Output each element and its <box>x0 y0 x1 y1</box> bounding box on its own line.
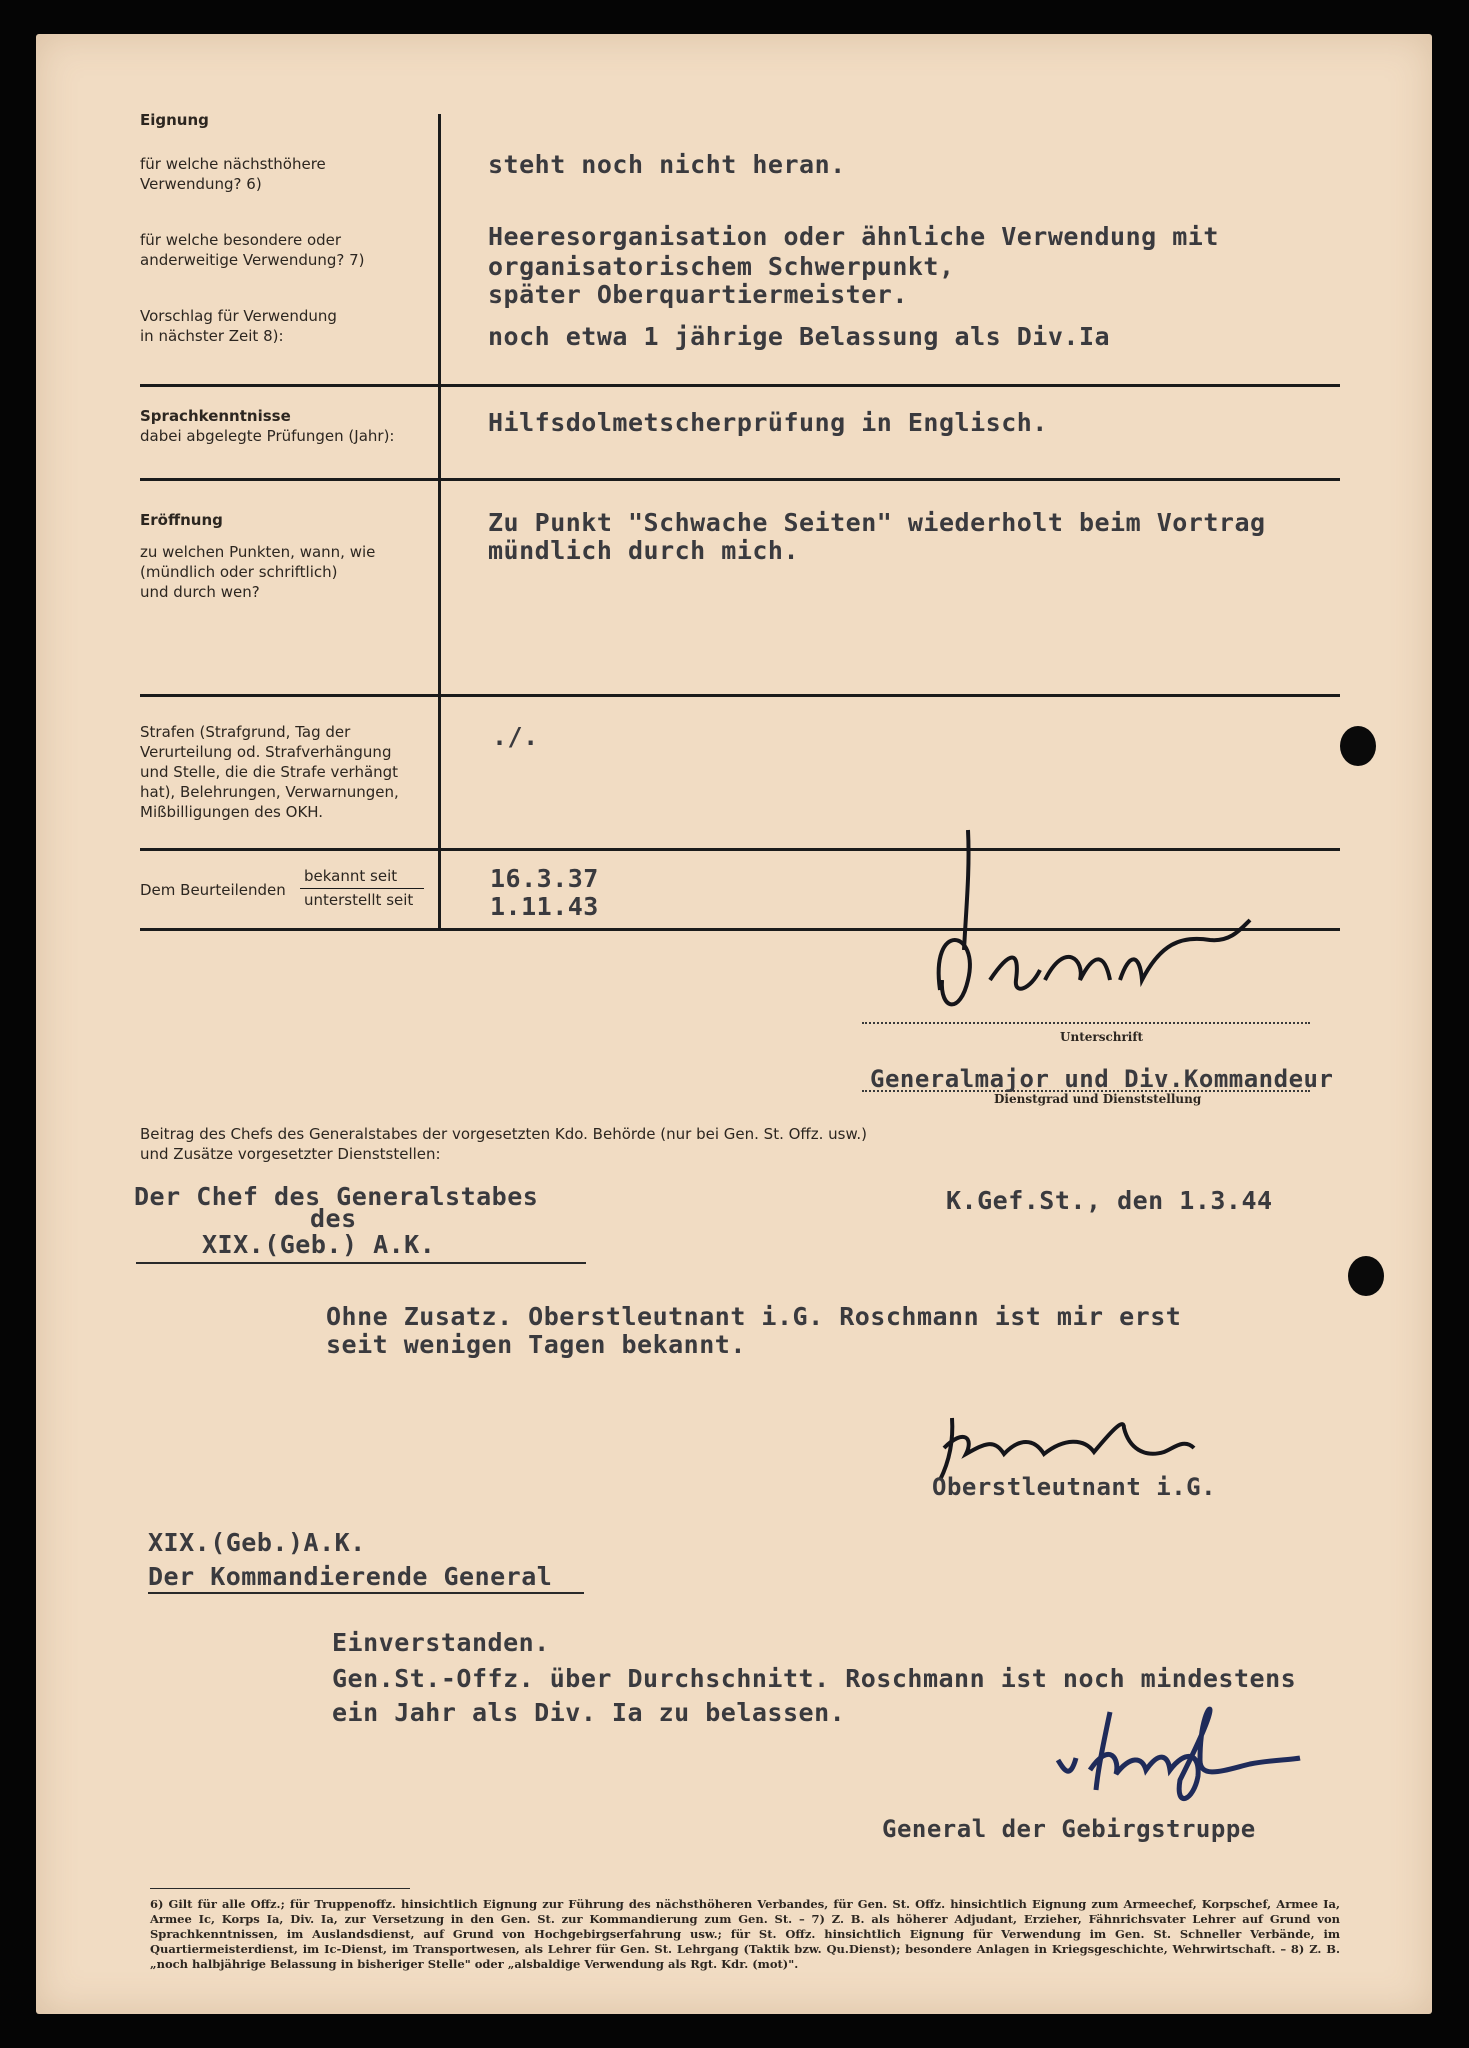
general-rank: General der Gebirgstruppe <box>882 1815 1256 1843</box>
row-divider-1 <box>140 384 1340 387</box>
eignung-q3-label: Vorschlag für Verwendung in nächster Zeit 8): <box>140 307 337 345</box>
row-divider-2 <box>140 478 1340 481</box>
chef-text-line1: Ohne Zusatz. Oberstleutnant i.G. Roschmann ist mir erst <box>326 1302 1182 1331</box>
chef-line1: Der Chef des Generalstabes <box>134 1182 539 1211</box>
eroeff-label: Eröffnung zu welchen Punkten, wann, wie (mündlich oder schriftlich) und durch wen? <box>140 511 376 601</box>
chef-line3: XIX.(Geb.) A.K. <box>202 1230 436 1259</box>
column-divider <box>438 114 441 928</box>
bekannt-divider <box>300 888 424 889</box>
strafen-label: Strafen (Strafgrund, Tag der Verurteilung od. Strafverhängung und Stelle, die die Strafe verhängt hat), Belehrungen, Verwarnungen, Mißbilligungen des OKH. <box>140 723 399 821</box>
punch-hole-upper <box>1340 726 1376 766</box>
chef-underline <box>136 1262 586 1264</box>
general-underline <box>148 1592 584 1594</box>
footnote-rule <box>150 1888 410 1889</box>
answer-q1: steht noch nicht heran. <box>488 150 846 179</box>
chef-place-date: K.Gef.St., den 1.3.44 <box>946 1186 1273 1215</box>
rank-line-1: Generalmajor und Div.Kommandeur <box>870 1065 1334 1093</box>
chef-text-line2: seit wenigen Tagen bekannt. <box>326 1330 746 1359</box>
eignung-q1-label: für welche nächsthöhere Verwendung? 6) <box>140 155 326 193</box>
commander-signature <box>920 830 1340 1040</box>
punch-hole-lower <box>1348 1256 1384 1296</box>
beitrag-line1: Beitrag des Chefs des Generalstabes der vorgesetzten Kdo. Behörde (nur bei Gen. St. Offz. usw.) <box>140 1125 868 1143</box>
unterschrift-label: Unterschrift <box>1060 1030 1144 1044</box>
dem-beurteilenden-label: Dem Beurteilenden <box>140 881 286 899</box>
chef-line2: des <box>310 1204 357 1233</box>
general-text-line2: Gen.St.-Offz. über Durchschnitt. Roschmann ist noch mindestens <box>332 1664 1297 1693</box>
answer-eroeff-line1: Zu Punkt "Schwache Seiten" wiederholt beim Vortrag <box>488 508 1266 537</box>
signature-line <box>862 1022 1310 1024</box>
chef-rank: Oberstleutnant i.G. <box>932 1473 1217 1501</box>
eignung-title: Eignung <box>140 111 209 129</box>
sprach-label: Sprachkenntnisse dabei abgelegte Prüfungen (Jahr): <box>140 407 395 445</box>
answer-sprach: Hilfsdolmetscherprüfung in Englisch. <box>488 408 1048 437</box>
unterstellt-seit-label: unterstellt seit <box>304 891 414 909</box>
eignung-q2-label: für welche besondere oder anderweitige Verwendung? 7) <box>140 231 365 269</box>
answer-eroeff-line2: mündlich durch mich. <box>488 536 800 565</box>
footnote-text: 6) Gilt für alle Offz.; für Truppenoffz. hinsichtlich Eignung zur Führung des nächsthöheren Verbandes, für Gen. St. Offz. hinsichtlich Eignung zum Armeechef, Korpschef, Armee Ia, Armee Ic, Korps Ia, Div. Ia, zur Versetzung in den Gen. St. zur Kommandierung zum Gen. St. – 7) Z. B. als höherer Adjudant, Erzieher, Fähnrichsvater Lehrer auf Grund von Sprachkenntnissen, im Auslandsdienst, auf Grund von Hochgebirgserfahrung usw.; für St. Offz. hinsichtlich Eignung für Verwendung im Gen. St. Schneller Verbände, im Quartiermeisterdienst, im Ic-Dienst, im Transportwesen, als Lehrer für Gen. St. Lehrgang (Taktik bzw. Qu.Dienst); besondere Anlagen in Kriegsgeschichte, Wehrwirtschaft. – 8) Z. B. „noch halbjährige Belassung in bisheriger Stelle" oder „alsbaldige Verwendung als Rgt. Kdr. (mot)". <box>150 1897 1340 1971</box>
answer-strafen: ./. <box>492 722 539 751</box>
beitrag-line2: und Zusätze vorgesetzter Dienststellen: <box>140 1145 441 1163</box>
bekannt-seit-label: bekannt seit <box>304 867 398 885</box>
answer-q3: noch etwa 1 jährige Belassung als Div.Ia <box>488 322 1111 351</box>
answer-bekannt: 16.3.37 <box>490 864 599 893</box>
general-text-line3: ein Jahr als Div. Ia zu belassen. <box>332 1698 846 1727</box>
answer-q2-line3: später Oberquartiermeister. <box>488 280 908 309</box>
dienstgrad-label: Dienstgrad und Dienststellung <box>994 1092 1202 1106</box>
general-signature <box>1050 1700 1310 1820</box>
general-line2: Der Kommandierende General <box>148 1562 553 1591</box>
row-divider-3 <box>140 694 1340 697</box>
answer-q2-line2: organisatorischem Schwerpunkt, <box>488 252 955 281</box>
answer-q2-line1: Heeresorganisation oder ähnliche Verwendung mit <box>488 222 1219 251</box>
answer-unterstellt: 1.11.43 <box>490 892 599 921</box>
general-text-line1: Einverstanden. <box>332 1628 550 1657</box>
general-line1: XIX.(Geb.)A.K. <box>148 1528 366 1557</box>
